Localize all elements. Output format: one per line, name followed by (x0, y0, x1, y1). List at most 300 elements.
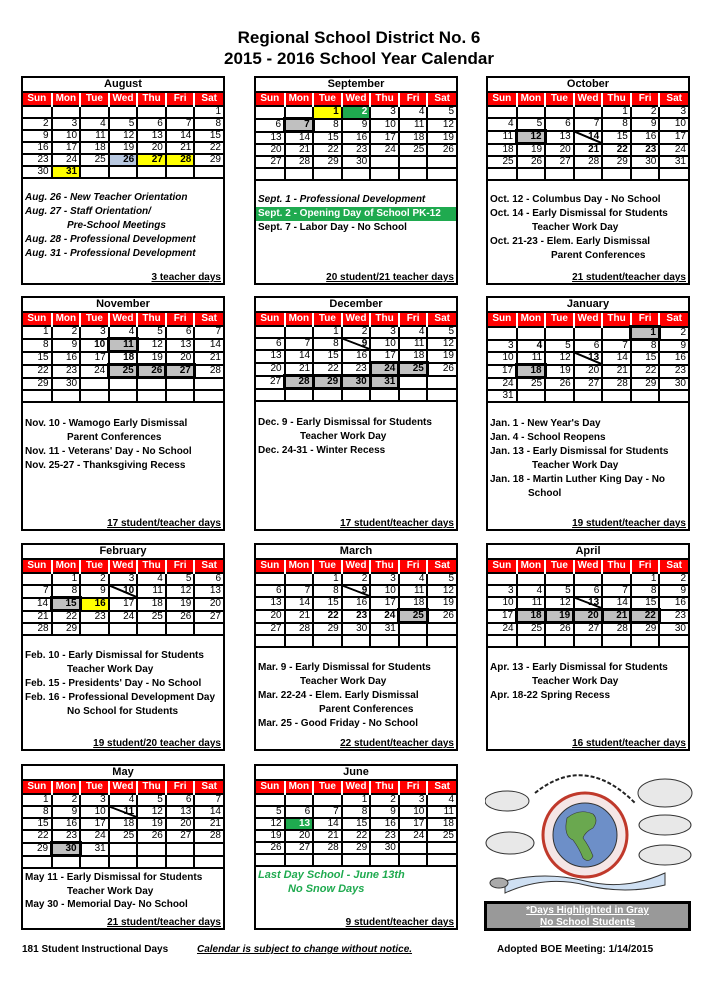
day-cell: 4 (517, 340, 546, 353)
day-count: 17 student/teacher days (107, 518, 221, 529)
day-cell: 11 (109, 806, 138, 818)
note-line: Mar. 9 - Early Dismissal for Students (258, 662, 431, 673)
day-cell: 3 (52, 118, 81, 130)
day-cell (23, 856, 52, 869)
day-cell: 11 (399, 119, 428, 132)
day-cell: 14 (285, 132, 314, 145)
day-cell (137, 106, 166, 118)
day-cell: 1 (602, 106, 631, 118)
note-line: Parent Conferences (319, 704, 414, 715)
day-cell: 28 (602, 623, 631, 636)
day-count: 20 student/21 teacher days (326, 272, 454, 283)
day-cell (342, 635, 371, 647)
day-cell (399, 168, 428, 180)
day-cell: 20 (194, 598, 223, 611)
day-cell: 27 (256, 376, 285, 389)
note-line: May 11 - Early Dismissal for Students (25, 872, 203, 883)
day-cell: 3 (370, 326, 399, 338)
weekday-header: Mon (285, 781, 314, 794)
note-line: Feb. 10 - Early Dismissal for Students (25, 650, 204, 661)
day-cell (109, 623, 138, 635)
day-cell (256, 168, 285, 180)
month-title: August (23, 78, 223, 93)
day-cell: 13 (256, 350, 285, 363)
day-cell: 19 (427, 597, 456, 610)
day-cell (659, 390, 688, 402)
week-row (488, 585, 688, 597)
month-august (21, 76, 225, 285)
day-cell: 16 (659, 352, 688, 365)
note-line: Teacher Work Day (67, 664, 154, 675)
day-count: 17 student/teacher days (340, 518, 454, 529)
weekday-header: Fri (399, 93, 428, 106)
legend-line-2: No School Students (540, 917, 635, 928)
day-cell: 22 (313, 363, 342, 376)
month-september (254, 76, 458, 285)
weekday-header: Tue (80, 313, 109, 326)
weekday-header: Wed (574, 313, 603, 327)
month-notes (256, 402, 456, 458)
day-cell (80, 106, 109, 118)
day-cell (194, 843, 223, 856)
note-line: Nov. 10 - Wamogo Early Dismissal (25, 418, 188, 429)
month-october (486, 76, 690, 285)
day-cell: 30 (659, 623, 688, 636)
week-row (23, 623, 223, 635)
day-cell: 1 (313, 106, 342, 119)
day-cell: 22 (631, 610, 660, 623)
day-cell: 8 (23, 339, 52, 352)
day-cell: 8 (631, 585, 660, 597)
day-cell: 21 (313, 830, 342, 842)
weekday-header: Sun (488, 313, 517, 327)
day-cell: 28 (285, 376, 314, 389)
day-cell: 6 (166, 794, 195, 806)
day-cell (602, 390, 631, 402)
note-line: Dec. 9 - Early Dismissal for Students (258, 417, 432, 428)
day-cell: 24 (370, 144, 399, 156)
weekday-header: Sat (659, 313, 688, 327)
day-cell: 27 (574, 623, 603, 636)
day-cell (109, 856, 138, 869)
weekday-header: Mon (517, 93, 546, 106)
day-cell: 17 (488, 365, 517, 378)
week-row (256, 338, 456, 350)
day-cell: 8 (631, 340, 660, 353)
week-row (256, 363, 456, 376)
note-line: Teacher Work Day (300, 676, 387, 687)
day-cell: 4 (399, 573, 428, 585)
day-cell: 21 (602, 365, 631, 378)
day-cell: 15 (23, 352, 52, 365)
day-cell: 19 (427, 350, 456, 363)
month-notes (256, 867, 456, 896)
day-cell (488, 168, 517, 180)
note-line: Feb. 16 - Professional Development Day (25, 692, 216, 703)
day-cell (313, 635, 342, 647)
week-row (488, 365, 688, 378)
day-cell: 18 (109, 352, 138, 365)
day-cell: 31 (370, 623, 399, 636)
day-cell (285, 326, 314, 338)
district-title: Regional School District No. 6 (237, 28, 481, 47)
week-row (23, 390, 223, 402)
day-cell: 22 (602, 144, 631, 157)
month-december (254, 296, 458, 531)
day-cell: 2 (659, 327, 688, 340)
day-cell: 24 (52, 154, 81, 166)
day-cell: 26 (256, 842, 285, 854)
day-cell: 8 (342, 806, 371, 818)
day-cell: 6 (545, 118, 574, 131)
note-line: Aug. 31 - Professional Development (25, 248, 196, 259)
day-cell: 12 (166, 585, 195, 598)
day-cell: 26 (545, 378, 574, 391)
day-cell: 11 (427, 806, 456, 818)
weekday-header: Sun (256, 560, 285, 573)
day-cell: 8 (602, 118, 631, 131)
day-cell (52, 106, 81, 118)
day-cell: 1 (631, 573, 660, 585)
day-cell (342, 389, 371, 402)
day-cell: 17 (52, 142, 81, 154)
day-cell: 24 (80, 830, 109, 843)
week-row (488, 352, 688, 365)
weekday-header: Thu (602, 313, 631, 327)
day-count: 22 student/teacher days (340, 738, 454, 749)
day-cell: 23 (342, 363, 371, 376)
week-row (488, 118, 688, 131)
day-cell (602, 168, 631, 180)
day-cell: 20 (545, 144, 574, 157)
weekday-header: Sat (427, 313, 456, 326)
day-cell: 16 (342, 350, 371, 363)
day-cell: 27 (285, 842, 314, 854)
day-cell: 11 (137, 585, 166, 598)
week-row (256, 350, 456, 363)
day-cell: 19 (137, 818, 166, 830)
month-notes (256, 648, 456, 731)
day-cell (285, 854, 314, 866)
day-cell: 3 (109, 573, 138, 585)
day-cell: 14 (602, 352, 631, 365)
day-cell: 10 (488, 597, 517, 610)
day-cell: 21 (23, 611, 52, 624)
month-notes (256, 181, 456, 235)
day-cell (574, 106, 603, 118)
day-cell: 23 (370, 830, 399, 842)
day-cell: 27 (166, 365, 195, 378)
weekday-header: Tue (80, 93, 109, 106)
weekday-header: Mon (285, 560, 314, 573)
day-cell: 22 (23, 830, 52, 843)
day-cell: 4 (80, 118, 109, 130)
day-cell: 26 (137, 365, 166, 378)
day-cell: 22 (23, 365, 52, 378)
day-cell: 14 (313, 818, 342, 830)
day-cell (517, 390, 546, 402)
day-cell: 19 (137, 352, 166, 365)
day-cell: 20 (166, 818, 195, 830)
weekday-header: Fri (399, 560, 428, 573)
month-june (254, 764, 458, 930)
day-cell: 11 (109, 339, 138, 352)
day-cell: 18 (427, 818, 456, 830)
day-cell (545, 390, 574, 402)
month-title: January (488, 298, 688, 313)
day-cell (517, 327, 546, 340)
weekday-header: Mon (517, 560, 546, 573)
weekday-header: Sun (256, 313, 285, 326)
weekday-header: Sat (427, 560, 456, 573)
month-january (486, 296, 690, 531)
month-notes (23, 869, 223, 912)
weekday-header: Sat (659, 93, 688, 106)
day-cell: 3 (488, 340, 517, 353)
day-cell (194, 378, 223, 391)
day-cell: 14 (285, 350, 314, 363)
day-cell (109, 378, 138, 391)
day-cell (256, 389, 285, 402)
day-cell (109, 106, 138, 118)
day-cell: 15 (313, 350, 342, 363)
day-cell (659, 168, 688, 180)
day-cell: 20 (574, 610, 603, 623)
day-cell: 15 (52, 598, 81, 611)
day-cell: 21 (285, 363, 314, 376)
day-cell: 14 (194, 339, 223, 352)
day-cell (399, 842, 428, 854)
day-cell: 28 (313, 842, 342, 854)
note-line: Sept. 7 - Labor Day - No School (258, 222, 407, 233)
day-cell: 13 (545, 131, 574, 144)
week-row (256, 623, 456, 636)
day-cell (80, 623, 109, 635)
day-cell: 6 (256, 119, 285, 132)
day-cell: 5 (545, 585, 574, 597)
day-cell (256, 326, 285, 338)
day-cell: 10 (80, 806, 109, 818)
weekday-header: Tue (80, 781, 109, 794)
day-cell (166, 378, 195, 391)
day-cell: 25 (109, 365, 138, 378)
weekday-header: Sat (659, 560, 688, 573)
day-cell: 7 (285, 119, 314, 132)
day-cell: 18 (137, 598, 166, 611)
day-cell (545, 168, 574, 180)
day-cell: 11 (399, 338, 428, 350)
day-cell (399, 623, 428, 636)
day-cell (399, 156, 428, 168)
week-row (256, 854, 456, 866)
day-cell: 4 (137, 573, 166, 585)
weekday-header: Sat (194, 93, 223, 106)
day-cell (52, 856, 81, 869)
month-title: October (488, 78, 688, 93)
day-cell (631, 635, 660, 647)
day-cell (545, 635, 574, 647)
day-cell: 21 (285, 144, 314, 156)
day-cell: 7 (574, 118, 603, 131)
week-row (488, 168, 688, 180)
day-cell: 11 (517, 597, 546, 610)
gray-days-legend (484, 901, 691, 931)
weekday-header: Mon (52, 313, 81, 326)
day-cell: 19 (256, 830, 285, 842)
day-cell (137, 378, 166, 391)
day-cell: 20 (285, 830, 314, 842)
day-cell: 23 (23, 154, 52, 166)
week-row (256, 818, 456, 830)
day-cell: 21 (285, 610, 314, 623)
day-cell: 22 (194, 142, 223, 154)
day-cell: 5 (517, 118, 546, 131)
weekday-header: Thu (137, 560, 166, 573)
day-cell: 24 (80, 365, 109, 378)
day-cell: 23 (80, 611, 109, 624)
day-count: 16 student/teacher days (572, 738, 686, 749)
day-cell: 31 (52, 166, 81, 178)
week-row (23, 818, 223, 830)
day-cell (488, 327, 517, 340)
day-cell: 28 (194, 830, 223, 843)
calendar-title: 2015 - 2016 School Year Calendar (224, 49, 494, 68)
day-cell: 9 (659, 585, 688, 597)
weekday-header: Fri (399, 313, 428, 326)
weekday-header: Sun (23, 781, 52, 794)
day-cell: 22 (313, 144, 342, 156)
day-cell: 30 (52, 843, 81, 856)
day-cell: 26 (427, 363, 456, 376)
note-line: Apr. 18-22 Spring Recess (490, 690, 611, 701)
day-cell: 15 (602, 131, 631, 144)
day-cell (166, 166, 195, 178)
day-cell: 31 (80, 843, 109, 856)
week-row (23, 106, 223, 118)
day-cell: 20 (574, 365, 603, 378)
day-cell: 30 (631, 156, 660, 168)
day-cell (109, 166, 138, 178)
day-cell (80, 378, 109, 391)
day-cell: 9 (342, 119, 371, 132)
week-row (488, 623, 688, 636)
day-cell: 17 (370, 597, 399, 610)
week-row (23, 142, 223, 154)
day-cell: 7 (313, 806, 342, 818)
weekday-header: Thu (137, 781, 166, 794)
day-cell: 29 (194, 154, 223, 166)
day-count: 19 student/20 teacher days (93, 738, 221, 749)
day-cell (166, 843, 195, 856)
weekday-header: Wed (342, 313, 371, 326)
day-cell: 27 (256, 156, 285, 168)
day-cell: 18 (109, 818, 138, 830)
day-cell: 3 (80, 326, 109, 339)
day-cell: 22 (342, 830, 371, 842)
day-cell: 3 (80, 794, 109, 806)
day-cell: 23 (342, 144, 371, 156)
weekday-header: Mon (285, 93, 314, 106)
day-cell: 3 (659, 106, 688, 118)
day-cell: 16 (342, 597, 371, 610)
day-cell (399, 389, 428, 402)
day-cell: 4 (427, 794, 456, 806)
day-cell (545, 327, 574, 340)
day-cell: 22 (631, 365, 660, 378)
day-cell: 6 (256, 585, 285, 597)
week-row (256, 830, 456, 842)
day-cell (137, 843, 166, 856)
day-cell (23, 390, 52, 402)
week-row (23, 806, 223, 818)
day-cell (313, 168, 342, 180)
day-cell: 3 (370, 573, 399, 585)
day-cell: 1 (313, 573, 342, 585)
day-cell: 18 (517, 610, 546, 623)
day-cell: 27 (137, 154, 166, 166)
day-cell: 25 (517, 623, 546, 636)
instructional-days: 181 Student Instructional Days (22, 944, 169, 955)
day-cell: 16 (23, 142, 52, 154)
day-cell (370, 389, 399, 402)
day-cell (517, 635, 546, 647)
day-cell (285, 635, 314, 647)
day-cell (80, 166, 109, 178)
day-cell: 27 (545, 156, 574, 168)
day-cell: 7 (194, 794, 223, 806)
day-cell: 30 (52, 378, 81, 391)
day-cell: 10 (370, 585, 399, 597)
day-cell: 21 (194, 818, 223, 830)
note-line: Parent Conferences (551, 250, 646, 261)
weekday-header: Mon (285, 313, 314, 326)
legend-line-1: *Days Highlighted in Gray (526, 905, 649, 916)
day-cell: 2 (342, 326, 371, 338)
month-title: September (256, 78, 456, 93)
day-cell (574, 635, 603, 647)
day-cell: 25 (517, 378, 546, 391)
day-cell: 17 (488, 610, 517, 623)
day-cell (574, 327, 603, 340)
day-cell (80, 390, 109, 402)
week-row (256, 168, 456, 180)
day-cell: 25 (427, 830, 456, 842)
day-cell: 11 (80, 130, 109, 142)
note-line: Oct. 14 - Early Dismissal for Students (490, 208, 668, 219)
day-cell: 2 (342, 573, 371, 585)
day-cell: 28 (23, 623, 52, 635)
day-cell: 6 (285, 806, 314, 818)
week-row (488, 327, 688, 340)
day-cell: 28 (285, 156, 314, 168)
day-cell: 14 (602, 597, 631, 610)
day-cell: 19 (545, 610, 574, 623)
day-cell (285, 794, 314, 806)
day-cell: 30 (342, 623, 371, 636)
week-row (256, 610, 456, 623)
weekday-header: Wed (574, 93, 603, 106)
day-cell (399, 635, 428, 647)
day-cell: 12 (109, 130, 138, 142)
day-count: 3 teacher days (151, 272, 221, 283)
day-cell: 24 (370, 610, 399, 623)
month-title: November (23, 298, 223, 313)
week-row (23, 339, 223, 352)
note-line: Aug. 27 - Staff Orientation/ (25, 206, 151, 217)
day-cell: 16 (52, 818, 81, 830)
weekday-header: Fri (166, 313, 195, 326)
day-cell (313, 794, 342, 806)
